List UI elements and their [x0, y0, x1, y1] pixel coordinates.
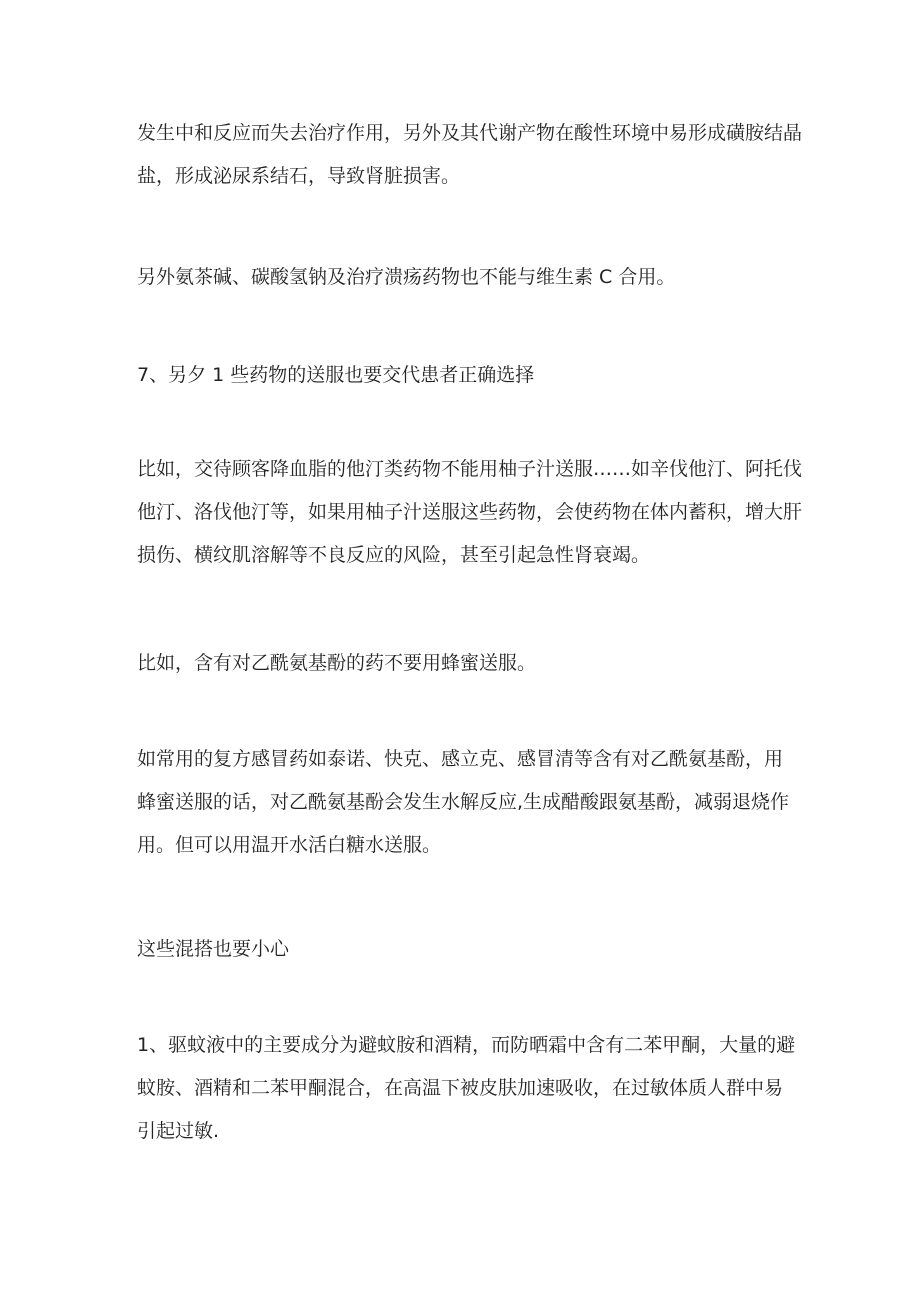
- paragraph-heading-mixing: [137, 928, 797, 971]
- text-line: 他汀、洛伐他汀等，如果用柚子汁送服这些药物，会使药物在体内蓄积，增大肝: [137, 501, 803, 523]
- text-line: 损伤、横纹肌溶解等不良反应的风险，甚至引起急性肾衰竭。: [137, 544, 651, 566]
- text-line: 比如，含有对乙酰氨基酚的药不要用蜂蜜送服。: [137, 652, 537, 674]
- text-line: 另外氨茶碱、碳酸氢钠及治疗溃疡药物也不能与维生素 C 合用。: [137, 266, 676, 288]
- text-line: 蜂蜜送服的话，对乙酰氨基酚会发生水解反应,生成醋酸跟氨基酚，减弱退烧作: [137, 791, 790, 813]
- text-line: 7、另夕 1 些药物的送服也要交代患者正确选择: [137, 364, 535, 386]
- text-line: 这些混搭也要小心: [137, 938, 290, 960]
- text-line: 1、驱蚊液中的主要成分为避蚊胺和酒精，而防晒霜中含有二苯甲酮，大量的避: [137, 1034, 796, 1056]
- paragraph-vitamin-c: [137, 256, 797, 299]
- paragraph-sulfa-crystals: [137, 112, 803, 198]
- paragraph-repellent-sunscreen: [137, 1024, 797, 1153]
- paragraph-heading-7: [137, 354, 797, 397]
- text-line: 如常用的复方感冒药如泰诺、快克、感立克、感冒清等含有对乙酰氨基酚，用: [137, 748, 784, 770]
- text-line: 盐，形成泌尿系结石，导致肾脏损害。: [137, 165, 461, 187]
- text-line: 用。但可以用温开水活白糖水送服。: [137, 834, 442, 856]
- paragraph-acetaminophen-honey: [137, 642, 797, 685]
- text-line: 蚊胺、酒精和二苯甲酮混合，在高温下被皮肤加速吸收，在过敏体质人群中易: [137, 1077, 784, 1099]
- paragraph-statin-grapefruit: [137, 448, 803, 577]
- text-line: 比如，交待顾客降血脂的他汀类药物不能用柚子汁送服……如辛伐他汀、阿托伐: [137, 458, 803, 480]
- paragraph-cold-medicine: [137, 738, 797, 867]
- text-line: 发生中和反应而失去治疗作用，另外及其代谢产物在酸性环境中易形成磺胺结晶: [137, 122, 803, 144]
- text-line: 引起过敏.: [137, 1120, 220, 1142]
